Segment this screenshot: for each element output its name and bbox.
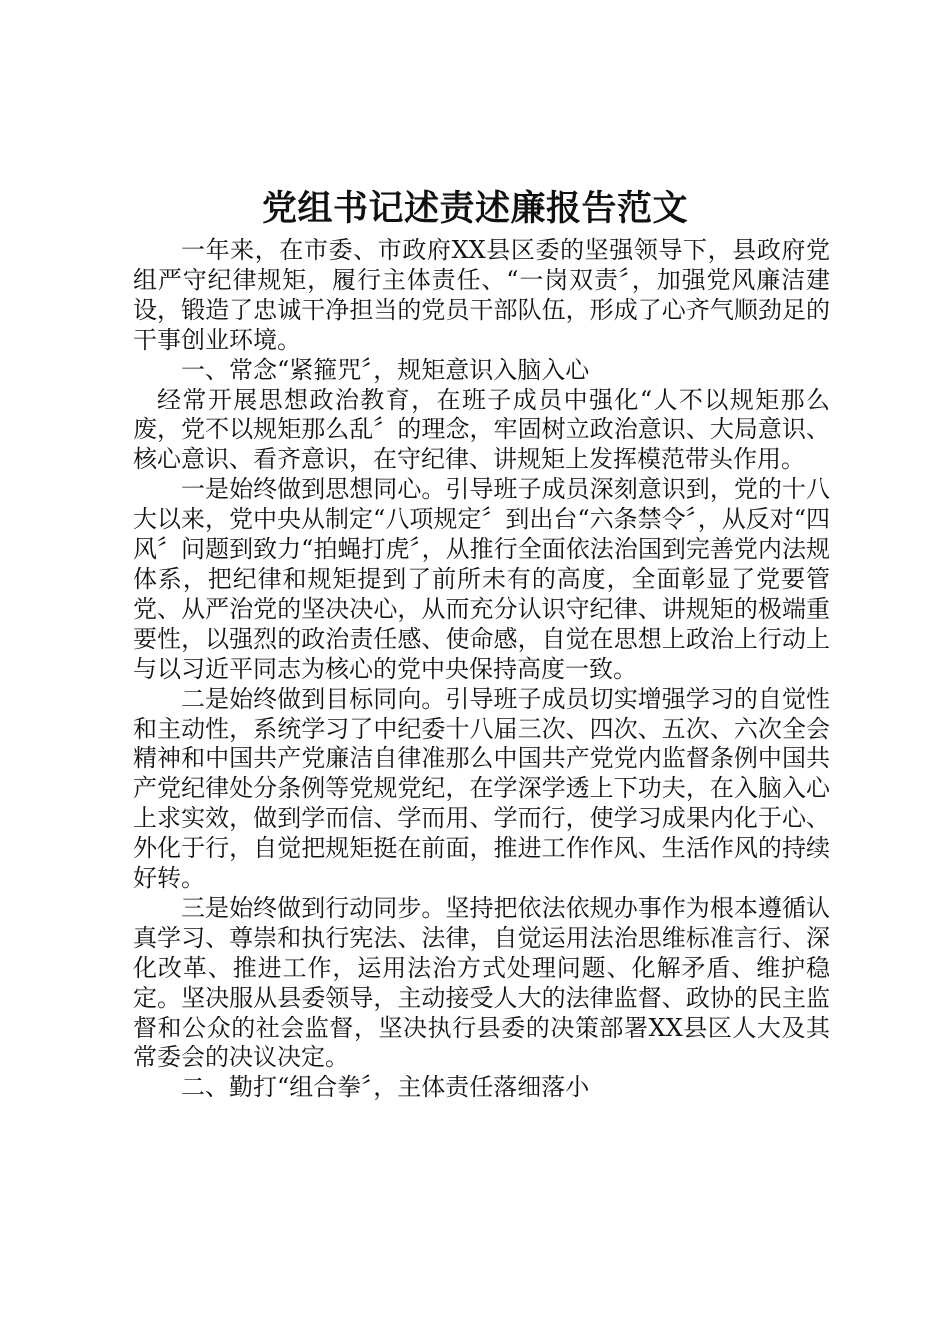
- paragraph-point-1: 一是始终做到思想同心。引导班子成员深刻意识到，党的十八大以来，党中央从制定“八项规定〞到出台“六条禁令〞，从反对“四风〞问题到致力“拍蝇打虎〞，从推行全面依法治国到完善党内法规体系，把纪律和规矩提到了前所未有的高度，全面彰显了党要管党、从严治党的坚决决心，从而充分认识守纪律、讲规矩的极端重要性，以强烈的政治责任感、使命感，自觉在思想上政治上行动上与以习近平同志为核心的党中央保持高度一致。: [133, 475, 830, 683]
- paragraph-political-education: 经常开展思想政治教育，在班子成员中强化“人不以规矩那么废，党不以规矩那么乱〞的理念，牢固树立政治意识、大局意识、核心意识、看齐意识，在守纪律、讲规矩上发挥模范带头作用。: [133, 385, 830, 474]
- section-heading-1: 一、常念“紧箍咒〞，规矩意识入脑入心: [181, 355, 590, 384]
- document-title: 党组书记述责述廉报告范文: [261, 188, 688, 229]
- paragraph-point-2: 二是始终做到目标同向。引导班子成员切实增强学习的自觉性和主动性，系统学习了中纪委十八届三次、四次、五次、六次全会精神和中国共产党廉洁自律准那么中国共产党党内监督条例中国共产党纪律处分条例等党规党纪，在学深学透上下功夫，在入脑入心上求实效，做到学而信、学而用、学而行，使学习成果内化于心、外化于行，自觉把规矩挺在前面，推进工作作风、生活作风的持续好转。: [133, 684, 830, 893]
- paragraph-point-3: 三是始终做到行动同步。坚持把依法依规办事作为根本遵循认真学习、尊崇和执行宪法、法律，自觉运用法治思维标准言行、深化改革、推进工作，运用法治方式处理问题、化解矛盾、维护稳定。坚决服从县委领导，主动接受人大的法律监督、政协的民主监督和公众的社会监督，坚决执行县委的决策部署XX县区人大及其常委会的决议决定。: [133, 893, 830, 1072]
- paragraph-intro: 一年来，在市委、市政府XX县区委的坚强领导下，县政府党组严守纪律规矩，履行主体责任、“一岗双责〞，加强党风廉洁建设，锻造了忠诚干净担当的党员干部队伍，形成了心齐气顺劲足的干事创业环境。: [133, 236, 830, 354]
- document-body: [133, 236, 830, 1103]
- section-heading-2: 二、勤打“组合拳〞，主体责任落细落小: [181, 1073, 590, 1102]
